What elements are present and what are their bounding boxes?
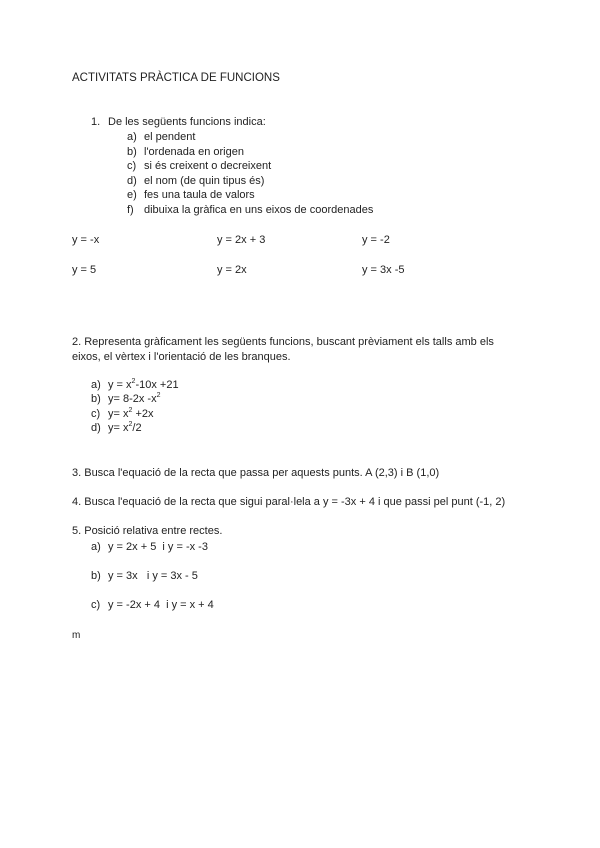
function: y = -2	[362, 234, 390, 246]
q1-item-text: el nom (de quin tipus és)	[144, 175, 265, 187]
q5-item-label: b)	[91, 570, 101, 582]
q1-item-label: d)	[127, 175, 137, 187]
q2-item-equation: y= 8-2x $-x^2$	[108, 392, 161, 405]
function: y = 5	[72, 264, 97, 276]
q2-item-equation: $y= x^2/2$	[108, 421, 142, 434]
q1-item-text: si és creixent o decreixent	[144, 160, 272, 172]
function: y = 2x + 3	[217, 234, 266, 246]
q4-text: 4. Busca l'equació de la recta que sigui paral·lela a y = -3x + 4 i que passi pel punt (-1, 2)	[72, 496, 506, 508]
page-title: ACTIVITATS PRÀCTICA DE FUNCIONS	[72, 72, 280, 84]
q5-item-text: y = 3x i y = 3x - 5	[108, 570, 198, 582]
q2-item-equation: $y = x^2-10x +21$	[108, 378, 179, 391]
q1-item-label: b)	[127, 146, 137, 158]
q2-text-line2: eixos, el vèrtex i l'orientació de les branques.	[72, 351, 291, 363]
q2-item-label: b)	[91, 393, 101, 405]
q1-item-text: fes una taula de valors	[144, 189, 255, 201]
q1-item-label: f)	[127, 204, 134, 216]
q2-item-label: c)	[91, 408, 101, 420]
q1-item-label: a)	[127, 131, 137, 143]
q2-item-label: a)	[91, 379, 101, 391]
q1-item-text: dibuixa la gràfica en uns eixos de coordenades	[144, 204, 374, 216]
footer-mark: m	[72, 630, 81, 641]
q1-item-label: e)	[127, 189, 137, 201]
function: y = 2x	[217, 264, 247, 276]
q5-item-label: c)	[91, 599, 101, 611]
q1-item-text: l'ordenada en origen	[144, 146, 244, 158]
q1-item-label: c)	[127, 160, 137, 172]
function: y = 3x -5	[362, 264, 405, 276]
q1-number: 1.	[91, 116, 101, 128]
q3-text: 3. Busca l'equació de la recta que passa per aquests punts. A (2,3) i B (1,0)	[72, 467, 440, 479]
q5-text: 5. Posició relativa entre rectes.	[72, 525, 223, 537]
q5-item-label: a)	[91, 541, 101, 553]
q5-item-text: y = -2x + 4 i y = x + 4	[108, 599, 214, 611]
q2-text-line1: 2. Representa gràficament les següents funcions, buscant prèviament els talls amb els	[72, 336, 494, 348]
function: y = -x	[72, 234, 100, 246]
q5-item-text: y = 2x + 5 i y = -x -3	[108, 541, 208, 553]
q1-text: De les següents funcions indica:	[108, 116, 266, 128]
q2-item-equation: $y= x^2 +2x$	[108, 407, 154, 420]
q2-item-label: d)	[91, 422, 101, 434]
q1-item-text: el pendent	[144, 131, 196, 143]
